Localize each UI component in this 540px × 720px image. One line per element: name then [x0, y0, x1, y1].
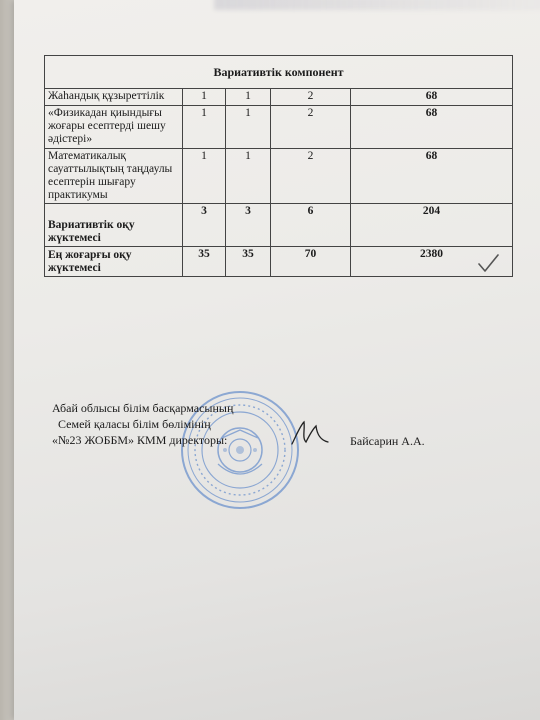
- department-line: Абай облысы білім басқармасының: [52, 401, 234, 415]
- max-load-label: Ең жоғарғы оқу жүктемесі: [45, 247, 183, 277]
- hours-cell: 35: [226, 247, 271, 277]
- subject-name: «Физикадан қиындығы жоғары есептерді шешу әдістері»: [45, 106, 183, 149]
- hours-cell: 1: [183, 149, 226, 204]
- hours-cell: 35: [183, 247, 226, 277]
- table-row: [45, 204, 513, 247]
- hours-cell: 2: [271, 149, 351, 204]
- table-header: Вариативтік компонент: [45, 56, 513, 89]
- position-line: «№23 ЖОББМ» КММ директоры:: [52, 433, 228, 447]
- hours-cell: 1: [183, 106, 226, 149]
- hours-cell: 6: [271, 204, 351, 247]
- hours-cell: 1: [226, 89, 271, 106]
- table-row: [45, 247, 513, 277]
- hours-cell: 3: [183, 204, 226, 247]
- total-cell: 204: [351, 204, 513, 247]
- table-header-row: [45, 56, 513, 89]
- total-cell: 68: [351, 106, 513, 149]
- total-cell: 2380: [351, 247, 513, 277]
- subtotal-label: Вариативтік оқу жүктемесі: [45, 204, 183, 247]
- hours-cell: 1: [183, 89, 226, 106]
- ink-bleed: [214, 0, 540, 10]
- total-cell: 68: [351, 89, 513, 106]
- hours-cell: 1: [226, 149, 271, 204]
- subject-name: Жаһандық құзыреттілік: [45, 89, 183, 106]
- subject-name: Математикалық сауаттылықтың таңдаулы есептерін шығару практикумы: [45, 149, 183, 204]
- table-row: [45, 89, 513, 106]
- hours-cell: 2: [271, 89, 351, 106]
- table-row: [45, 149, 513, 204]
- signer-name: Байсарин А.А.: [350, 434, 425, 448]
- curriculum-table: [44, 55, 513, 277]
- total-cell: 68: [351, 149, 513, 204]
- signature-block: [52, 400, 233, 448]
- hours-cell: 2: [271, 106, 351, 149]
- hours-cell: 1: [226, 106, 271, 149]
- department-line: Семей қаласы білім бөлімінің: [58, 417, 211, 431]
- hours-cell: 70: [271, 247, 351, 277]
- table-row: [45, 106, 513, 149]
- handwritten-signature: [286, 418, 334, 448]
- checkmark-icon: [476, 252, 500, 274]
- hours-cell: 3: [226, 204, 271, 247]
